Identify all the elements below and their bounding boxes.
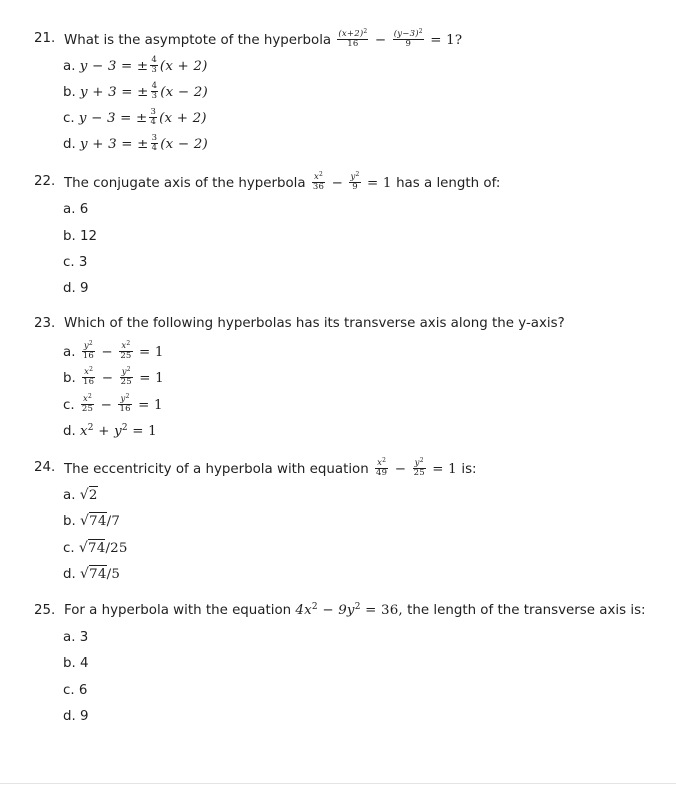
question-prompt bbox=[64, 457, 477, 479]
prompt-text: For a hyperbola with the equation bbox=[64, 603, 292, 618]
option-b[interactable]: b. 4 bbox=[63, 656, 89, 671]
option-b[interactable]: b. $\frac{x^2}{16}$ − $\frac{y^2}{25}$ = 1 bbox=[63, 366, 164, 387]
option-a[interactable]: a. $\frac{y^2}{16}$ − $\frac{x^2}{25}$ = 1 bbox=[63, 340, 164, 361]
option-c[interactable]: c. $\frac{x^2}{25}$ − $\frac{y^2}{16}$ = 1 bbox=[63, 393, 163, 414]
equation: $\frac{x^2}{49}$ − $\frac{y^2}{25}$ = 1 bbox=[376, 457, 457, 478]
question-prompt bbox=[64, 603, 646, 618]
equation: $4x^2 - 9y^2 = 36$, bbox=[295, 602, 403, 618]
option-a[interactable]: a. y − 3 = ± $\frac{4}{3}$ (x + 2) bbox=[63, 55, 208, 75]
option-d[interactable]: d. $x^2 + y^2 = 1$ bbox=[63, 423, 157, 439]
question-number: 22. bbox=[34, 174, 56, 189]
option-a[interactable]: a. √2 bbox=[63, 487, 98, 503]
option-d[interactable]: d. 9 bbox=[63, 709, 89, 724]
equation: $\frac{x^2}{36}$ − $\frac{y^2}{9}$ = 1 bbox=[312, 171, 392, 192]
question-prompt bbox=[64, 28, 463, 50]
question-number: 21. bbox=[34, 31, 56, 46]
prompt-suffix: is: bbox=[461, 462, 477, 477]
prompt-text: The conjugate axis of the hyperbola bbox=[64, 176, 306, 191]
option-c[interactable]: c. 6 bbox=[63, 683, 88, 698]
option-c[interactable]: c. √74/25 bbox=[63, 540, 128, 556]
option-b[interactable]: b. y + 3 = ± $\frac{4}{3}$ (x − 2) bbox=[63, 81, 208, 101]
prompt-text: What is the asymptote of the hyperbola bbox=[64, 33, 332, 48]
option-b[interactable]: b. √74/7 bbox=[63, 513, 121, 529]
prompt-text: The eccentricity of a hyperbola with equation bbox=[64, 462, 369, 477]
option-d[interactable]: d. 9 bbox=[63, 281, 89, 296]
fraction: $\frac{(y-3)^2}{9}$ bbox=[393, 28, 423, 49]
question-prompt bbox=[64, 171, 501, 193]
option-d[interactable]: d. √74/5 bbox=[63, 566, 121, 582]
question-number: 23. bbox=[34, 316, 56, 331]
option-a[interactable]: a. 3 bbox=[63, 630, 89, 645]
prompt-suffix: has a length of: bbox=[396, 176, 501, 191]
option-c[interactable]: c. 3 bbox=[63, 255, 88, 270]
option-d[interactable]: d. y + 3 = ± $\frac{3}{4}$ (x − 2) bbox=[63, 133, 208, 153]
question-number: 25. bbox=[34, 603, 56, 618]
fraction: $\frac{(x+2)^2}{16}$ bbox=[338, 28, 368, 49]
prompt-suffix: the length of the transverse axis is: bbox=[407, 603, 646, 618]
equation: $\frac{(x+2)^2}{16}$ − $\frac{(y-3)^2}{9}$ = 1? bbox=[338, 28, 463, 49]
question-prompt: Which of the following hyperbolas has its transverse axis along the y-axis? bbox=[64, 316, 565, 331]
footer-divider bbox=[0, 783, 676, 784]
question-number: 24. bbox=[34, 460, 56, 475]
option-b[interactable]: b. 12 bbox=[63, 229, 98, 244]
option-c[interactable]: c. y − 3 = ± $\frac{3}{4}$ (x + 2) bbox=[63, 107, 207, 127]
option-a[interactable]: a. 6 bbox=[63, 202, 89, 217]
